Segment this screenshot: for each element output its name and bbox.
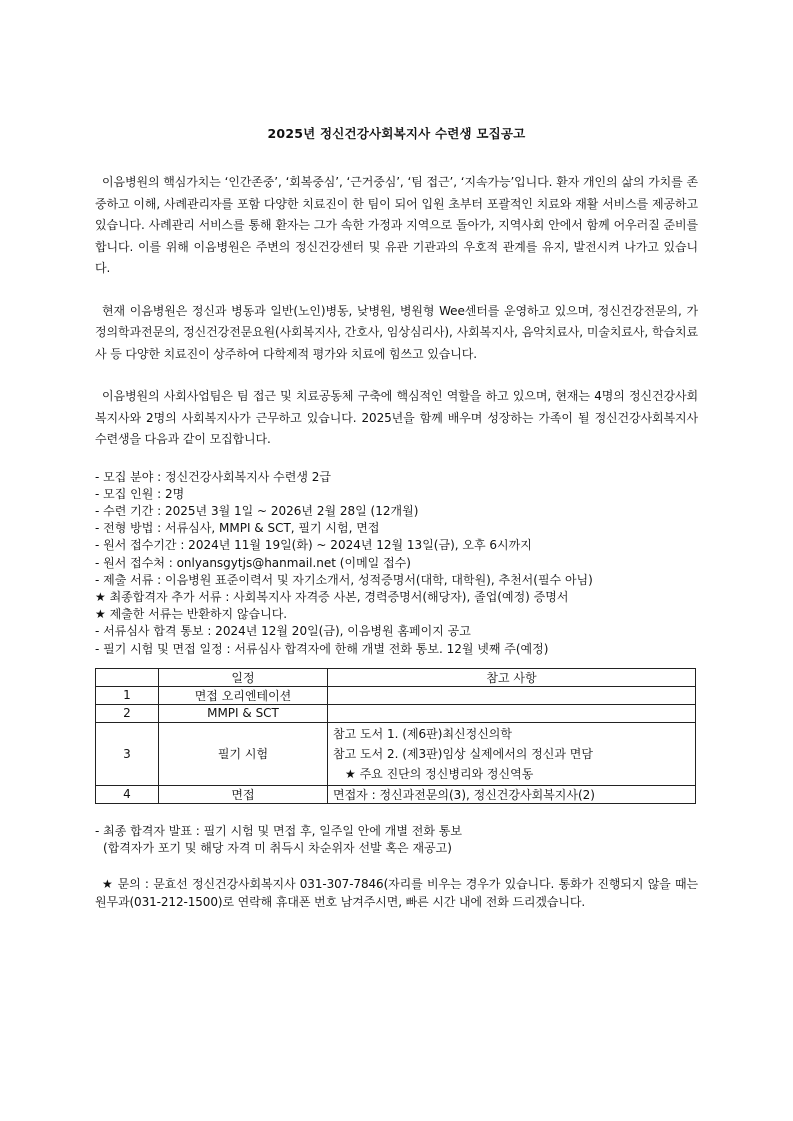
table-header-schedule: 일정 [159,668,328,686]
recruitment-details-list [95,469,698,658]
table-cell-notes [328,722,696,785]
reference-book-2: 참고 도서 2. (제3판)임상 실제에서의 정신과 면담 [333,746,593,761]
table-header-notes: 참고 사항 [328,668,696,686]
table-header-row [96,668,696,686]
table-header-no [96,668,159,686]
intro-paragraph-1: 이음병원의 핵심가치는 ‘인간존중’, ‘회복중심’, ‘근거중심’, ‘팀 접근’, ‘지속가능’입니다. 환자 개인의 삶의 가치를 존중하고 이해, 사례관리자를 포함 다양한 치료진이 한 팀이 되어 입원 초부터 포괄적인 치료와 재활 서비스를 제공하고 있습니다. 사례관리 서비스를 통해 환자는 그가 속한 가정과 지역으로 돌아가, 지역사회 안에서 함께 어우러질 준비를 합니다. 이를 위해 이음병원은 주변의 정신건강센터 및 유관 기관과의 우호적 관계를 유지, 발전시켜 나가고 있습니다. [95,175,698,275]
schedule-table [95,668,696,804]
reference-note: ★ 주요 진단의 정신병리와 정신역동 [345,766,534,781]
table-cell-no: 1 [96,686,159,704]
contact-info: ★ 문의 : 문효선 정신건강사회복지사 031-307-7846(자리를 비우는 경우가 있습니다. 통화가 진행되지 않을 때는 원무과(031-212-1500)로 연락해 휴대폰 번호 남겨주시면, 빠른 시간 내에 전화 드리겠습니다. [95,876,698,909]
table-row [96,686,696,704]
final-notice: - 최종 합격자 발표 : 필기 시험 및 면접 후, 일주일 안에 개별 전화 통보 [95,823,462,838]
list-item: - 원서 접수기간 : 2024년 11월 19일(화) ~ 2024년 12월 13일(금), 오후 6시까지 [95,538,532,553]
table-row [96,722,696,785]
intro-paragraph-2: 현재 이음병원은 정신과 병동과 일반(노인)병동, 낮병원, 병원형 Wee센터를 운영하고 있으며, 정신건강전문의, 가정의학과전문의, 정신건강전문요원(사회복지사, 간호사, 임상심리사), 사회복지사, 음악치료사, 미술치료사, 학습치료사 등 다양한 치료진이 상주하여 다학제적 평가와 치료에 힘쓰고 있습니다. [95,303,698,361]
table-row [96,704,696,722]
list-item: - 수련 기간 : 2025년 3월 1일 ~ 2026년 2월 28일 (12개월) [95,503,419,518]
table-cell-schedule: 면접 오리엔테이션 [159,686,328,704]
list-item: - 제출 서류 : 이음병원 표준이력서 및 자기소개서, 성적증명서(대학, 대학원), 추천서(필수 아님) [95,572,593,587]
list-item: ★ 최종합격자 추가 서류 : 사회복지사 자격증 사본, 경력증명서(해당자), 졸업(예정) 증명서 [95,589,569,604]
table-cell-notes: 면접자 : 정신과전문의(3), 정신건강사회복지사(2) [328,785,696,803]
table-cell-no: 4 [96,785,159,803]
list-item: - 원서 접수처 : onlyansgytjs@hanmail.net (이메일 접수) [95,555,411,570]
table-cell-notes [328,686,696,704]
final-announcement [95,823,698,858]
table-cell-schedule: MMPI & SCT [159,704,328,722]
list-item: - 전형 방법 : 서류심사, MMPI & SCT, 필기 시험, 면접 [95,521,380,536]
list-item: - 모집 분야 : 정신건강사회복지사 수련생 2급 [95,469,331,484]
page-title: 2025년 정신건강사회복지사 수련생 모집공고 [267,126,526,141]
table-row [96,785,696,803]
intro-paragraph-3: 이음병원의 사회사업팀은 팀 접근 및 치료공동체 구축에 핵심적인 역할을 하고 있으며, 현재는 4명의 정신건강사회복지사와 2명의 사회복지사가 근무하고 있습니다. 2025년을 함께 배우며 성장하는 가족이 될 정신건강사회복지사 수련생을 다음과 같이 모집합니다. [95,389,698,446]
table-cell-schedule: 면접 [159,785,328,803]
table-cell-schedule: 필기 시험 [159,722,328,785]
list-item: ★ 제출한 서류는 반환하지 않습니다. [95,607,288,622]
list-item: - 모집 인원 : 2명 [95,486,185,501]
list-item: - 필기 시험 및 면접 일정 : 서류심사 합격자에 한해 개별 전화 통보. 12월 넷째 주(예정) [95,641,549,656]
final-notice-sub: (합격자가 포기 및 해당 자격 미 취득시 차순위자 선발 혹은 재공고) [103,841,452,856]
table-cell-no: 3 [96,722,159,785]
reference-book-1: 참고 도서 1. (제6판)최신정신의학 [333,726,512,741]
list-item: - 서류심사 합격 통보 : 2024년 12월 20일(금), 이음병원 홈페이지 공고 [95,624,471,639]
table-cell-no: 2 [96,704,159,722]
table-cell-notes [328,704,696,722]
